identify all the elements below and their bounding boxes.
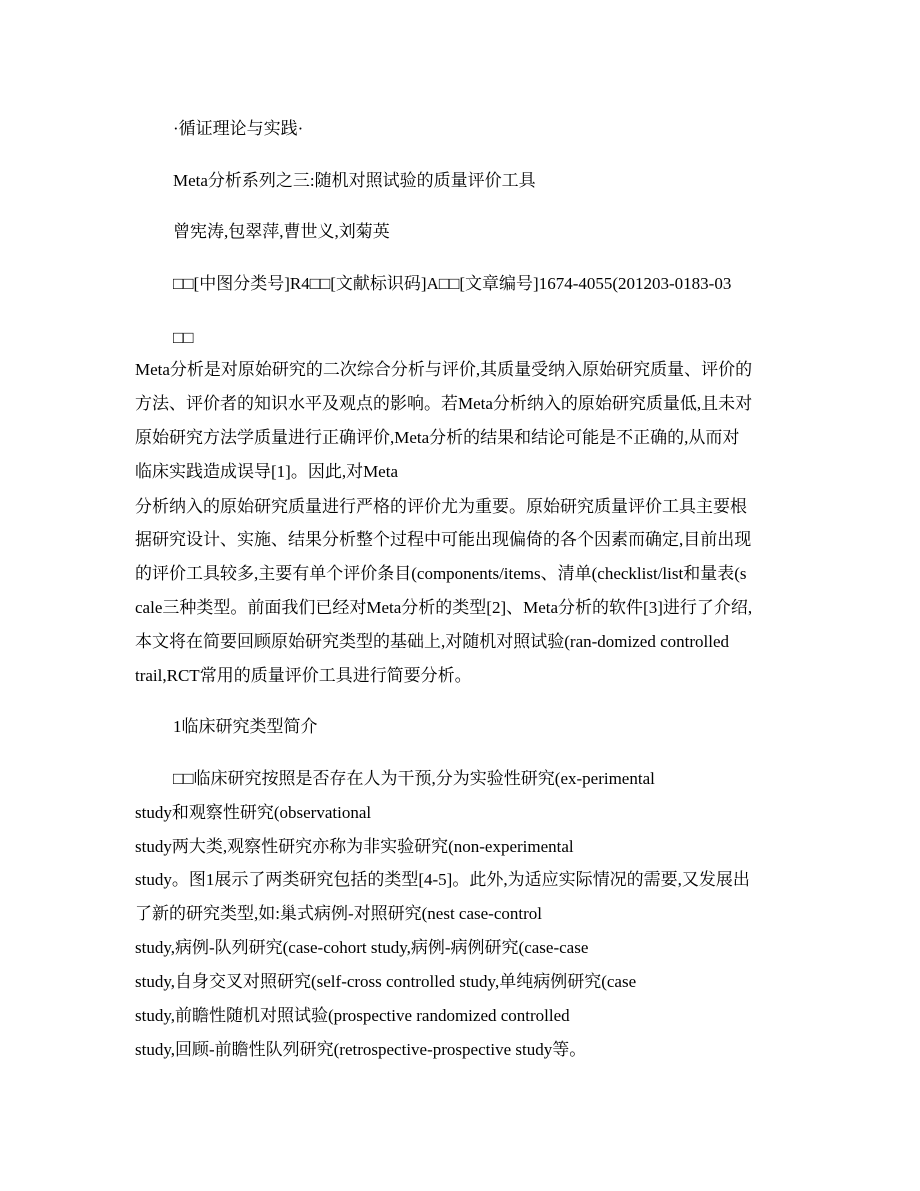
classification-info: □□[中图分类号]R4□□[文献标识码]A□□[文章编号]1674-4055(201203-0183-03 — [173, 274, 732, 293]
intro-line: 本文将在简要回顾原始研究类型的基础上,对随机对照试验(ran-domized controlled — [135, 632, 729, 651]
section-line: study,自身交叉对照研究(self-cross controlled study,单纯病例研究(case — [135, 972, 637, 991]
section-line: □□临床研究按照是否存在人为干预,分为实验性研究(ex-perimental — [173, 769, 655, 788]
section-heading: 1临床研究类型简介 — [173, 717, 318, 736]
intro-line: 临床实践造成误导[1]。因此,对Meta — [135, 462, 399, 481]
section-line: study和观察性研究(observational — [135, 803, 372, 822]
section-line: study两大类,观察性研究亦称为非实验研究(non-experimental — [135, 837, 574, 856]
intro-line: 据研究设计、实施、结果分析整个过程中可能出现偏倚的各个因素而确定,目前出现 — [135, 530, 752, 549]
section-line: study。图1展示了两类研究包括的类型[4-5]。此外,为适应实际情况的需要,又发展出 — [135, 870, 750, 889]
intro-line: 方法、评价者的知识水平及观点的影响。若Meta分析纳入的原始研究质量低,且未对 — [135, 394, 753, 413]
section-line: study,回顾-前瞻性队列研究(retrospective-prospective study等。 — [135, 1040, 587, 1059]
intro-line: trail,RCT常用的质量评价工具进行简要分析。 — [135, 666, 472, 685]
intro-line: 分析纳入的原始研究质量进行严格的评价尤为重要。原始研究质量评价工具主要根 — [135, 497, 747, 516]
placeholder-boxes: □□ — [173, 328, 194, 347]
intro-line: 原始研究方法学质量进行正确评价,Meta分析的结果和结论可能是不正确的,从而对 — [135, 428, 740, 447]
section-line: study,前瞻性随机对照试验(prospective randomized controlled — [135, 1006, 570, 1025]
intro-line: cale三种类型。前面我们已经对Meta分析的类型[2]、Meta分析的软件[3]进行了介绍, — [135, 598, 753, 617]
authors: 曾宪涛,包翠萍,曹世义,刘菊英 — [173, 222, 390, 241]
section-line: study,病例-队列研究(case-cohort study,病例-病例研究(case-case — [135, 938, 589, 957]
intro-line: 的评价工具较多,主要有单个评价条目(components/items、清单(checklist/list和量表(s — [135, 564, 747, 583]
column-label: ·循证理论与实践· — [173, 119, 304, 138]
section-line: 了新的研究类型,如:巢式病例-对照研究(nest case-control — [135, 904, 542, 923]
intro-line: Meta分析是对原始研究的二次综合分析与评价,其质量受纳入原始研究质量、评价的 — [135, 360, 753, 379]
article-title: Meta分析系列之三:随机对照试验的质量评价工具 — [173, 171, 536, 190]
